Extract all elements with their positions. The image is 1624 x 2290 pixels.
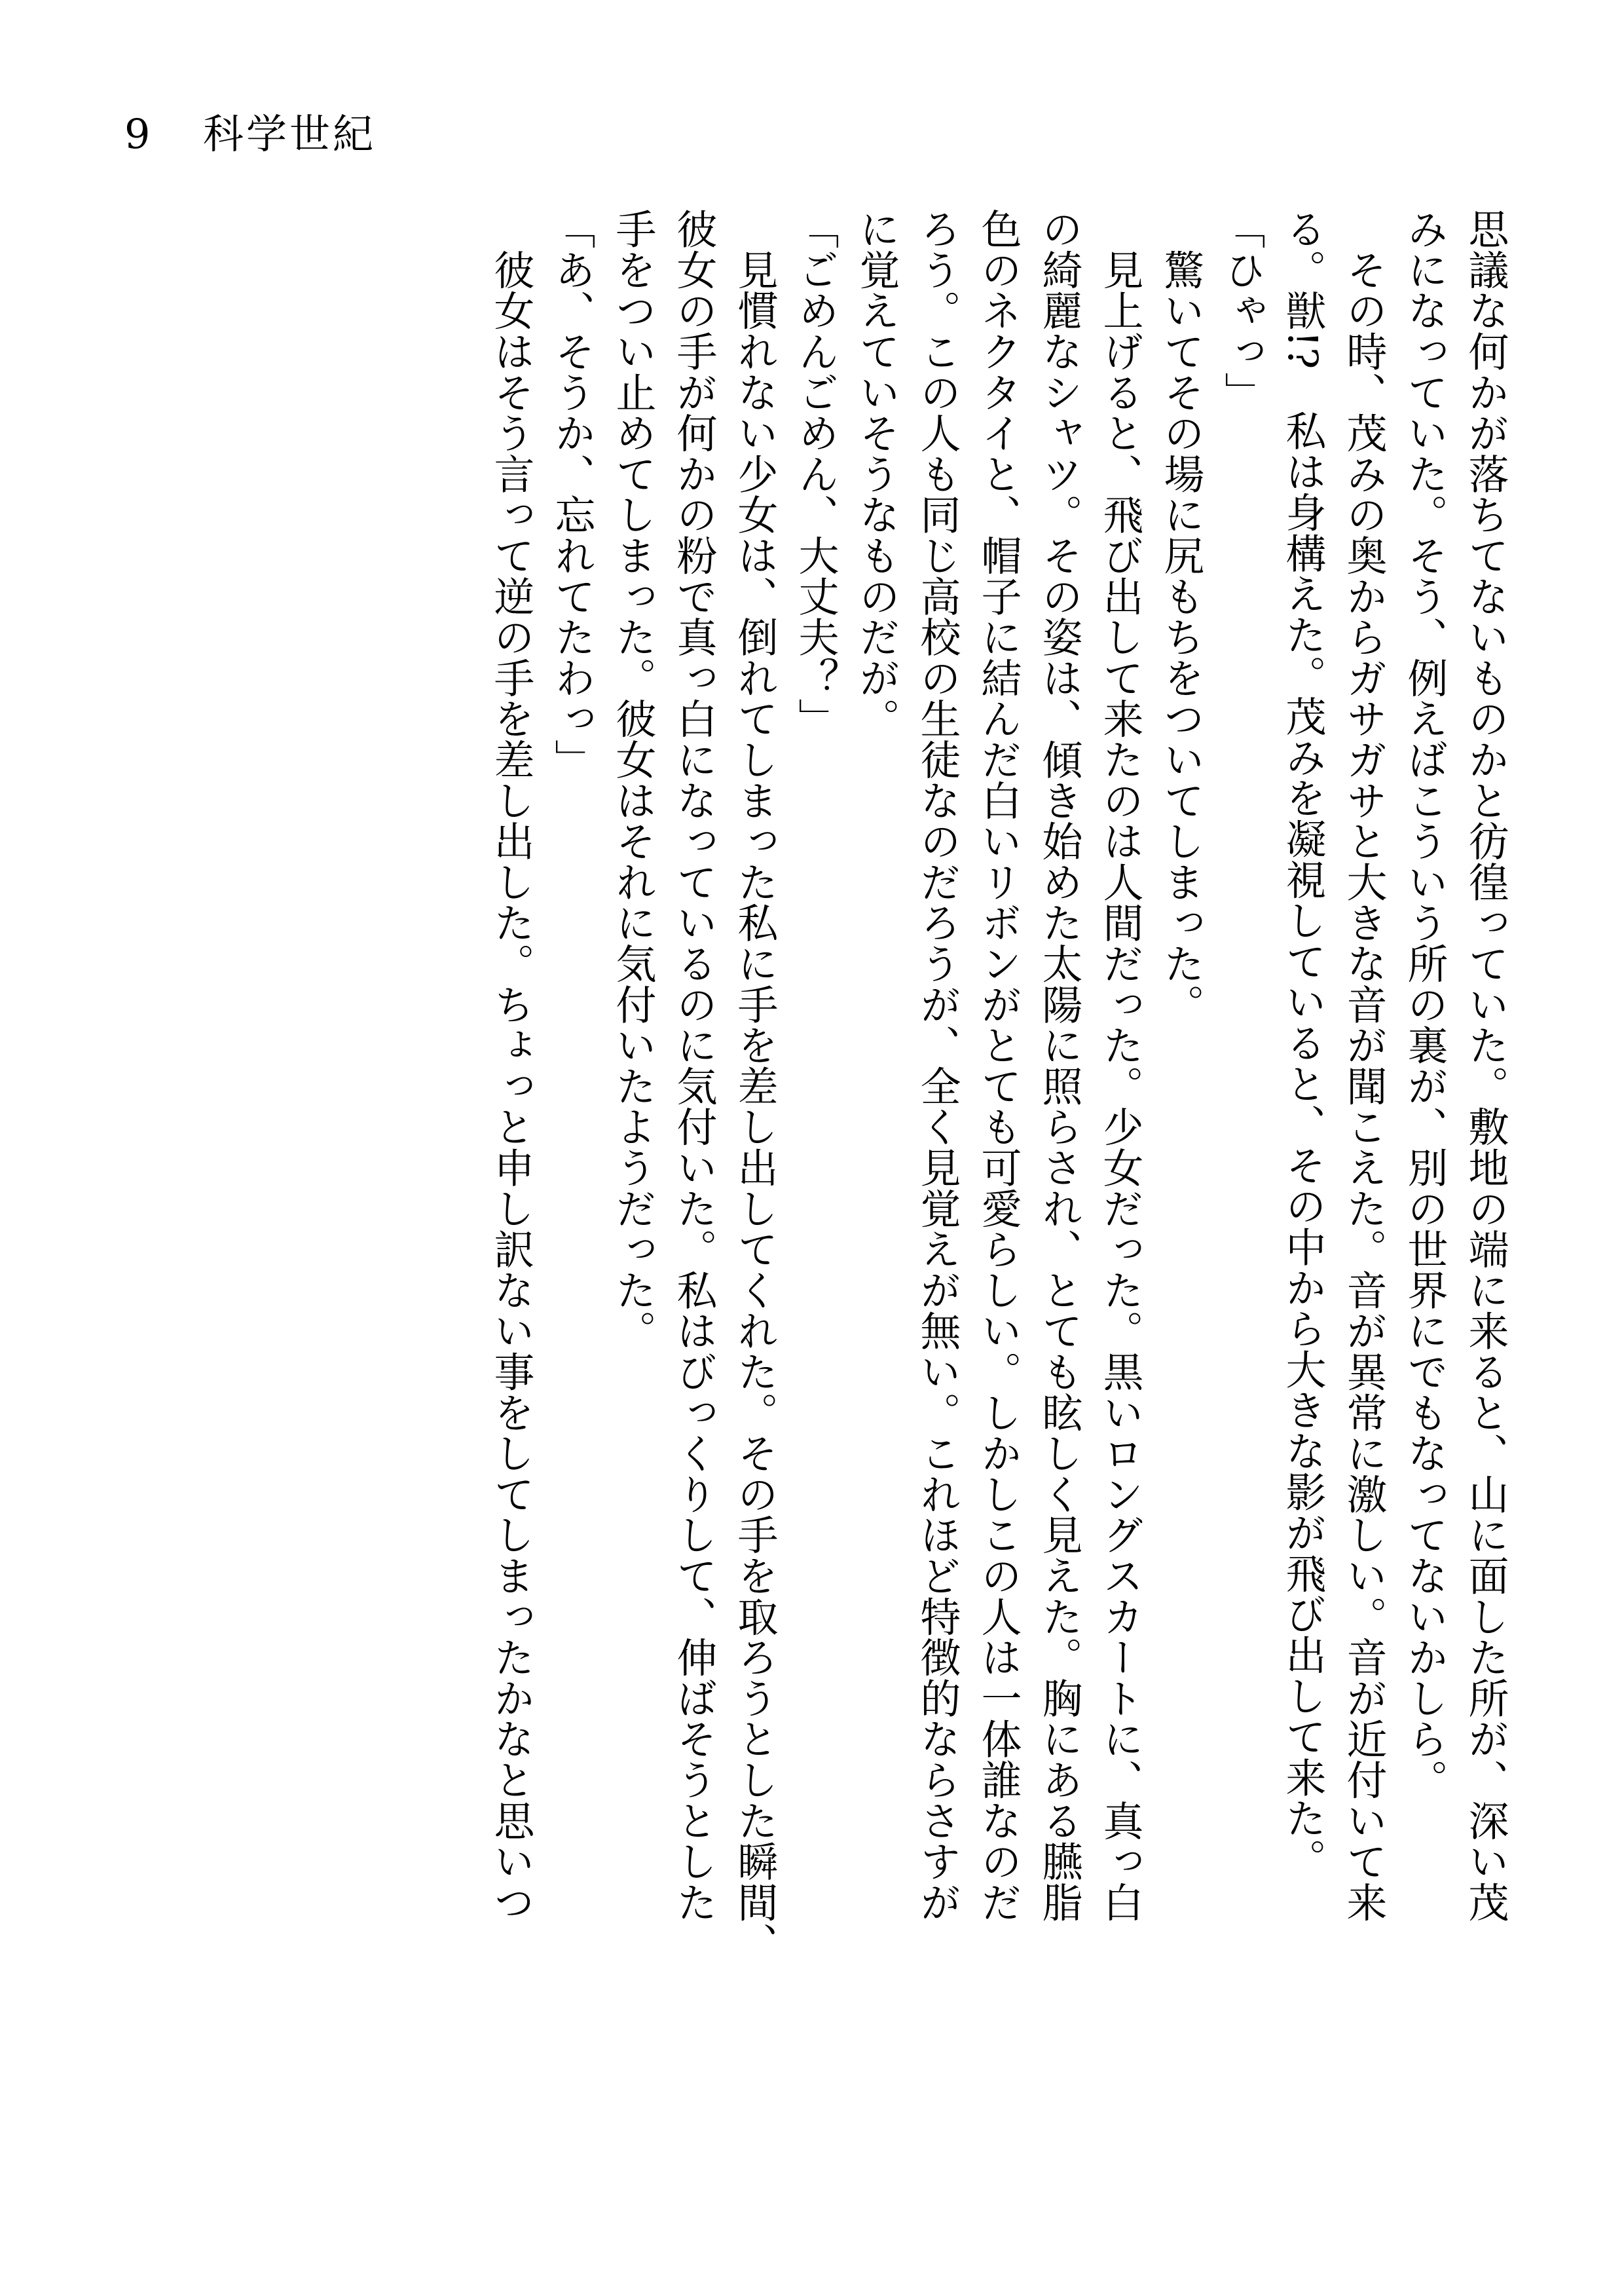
page-number: 9 — [124, 110, 151, 158]
body-text — [124, 208, 1516, 2193]
text-line: の綺麗なシャツ。その姿は、傾き始めた太陽に照らされ、とても眩しく見えた。胸にある臙脂 — [1035, 208, 1083, 1923]
text-line: ろう。この人も同じ高校の生徒なのだろうが、全く見覚えが無い。これほど特徴的ならさすが — [913, 208, 961, 1923]
text-line: に覚えていそうなものだが。 — [853, 208, 900, 739]
page-title: 科学世紀 — [203, 110, 377, 158]
text-line: 見慣れない少女は、倒れてしまった私に手を差し出してくれた。その手を取ろうとした瞬間、 — [731, 208, 779, 1963]
text-line: 彼女はそう言って逆の手を差し出した。ちょっと申し訳ない事をしてしまったかなと思いつ — [487, 208, 535, 1923]
text-line: る。獣!? 私は身構えた。茂みを凝視していると、その中から大きな影が飛び出して来た。 — [1279, 208, 1327, 1879]
text-line: 色のネクタイと、帽子に結んだ白いリボンがとても可愛らしい。しかしこの人は一体誰なのだ — [974, 208, 1022, 1923]
text-line: その時、茂みの奥からガサガサと大きな音が聞こえた。音が異常に激しい。音が近付いて来 — [1340, 208, 1388, 1923]
text-line: 思議な何かが落ちてないものかと彷徨っていた。敷地の端に来ると、山に面した所が、深い茂 — [1462, 208, 1509, 1923]
text-line: 手をつい止めてしまった。彼女はそれに気付いたようだった。 — [609, 208, 657, 1351]
text-line: 「ひゃっ」 — [1218, 208, 1266, 413]
text-line: 見上げると、飛び出して来たのは人間だった。少女だった。黒いロングスカートに、真っ白 — [1096, 208, 1144, 1923]
page-header — [124, 105, 376, 164]
text-line: 驚いてその場に尻もちをついてしまった。 — [1157, 208, 1205, 1024]
text-line: 「ごめんごめん、大丈夫？」 — [792, 208, 840, 739]
text-line: 彼女の手が何かの粉で真っ白になっているのに気付いた。私はびっくりして、伸ばそうとした — [670, 208, 718, 1923]
text-line: 「あ、そうか、忘れてたわっ」 — [548, 208, 596, 780]
text-line: みになっていた。そう、例えばこういう所の裏が、別の世界にでもなってないかしら。 — [1401, 208, 1449, 1800]
